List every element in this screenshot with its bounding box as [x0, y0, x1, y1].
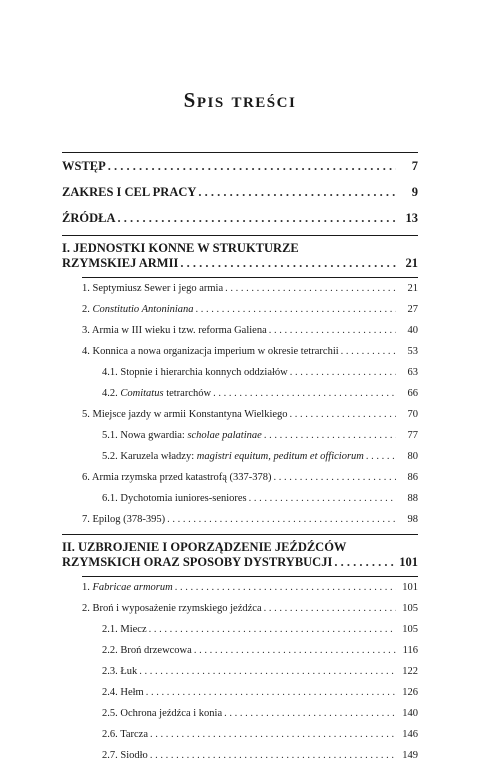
- section-number: 2.4.: [102, 687, 121, 698]
- chapter1-page-number: 21: [405, 256, 418, 270]
- toc-section-entry[interactable]: [62, 577, 418, 598]
- toc-page-number: 146: [402, 729, 418, 740]
- chapter1-title-line2: RZYMSKIEJ ARMII: [62, 256, 179, 270]
- leader-dots: [264, 425, 396, 446]
- section-number: 6.: [82, 472, 92, 483]
- section-text: Septymiusz Sewer i jego armia: [92, 283, 224, 294]
- leader-dots: [290, 362, 396, 383]
- toc-entry-title: [102, 640, 192, 661]
- chapter2-title-line1: II. UZBROJENIE I OPORZĄDZENIE JEŹDŹCÓW: [62, 540, 347, 554]
- toc-subsection-entry[interactable]: [62, 703, 418, 724]
- toc-page-number: 88: [407, 493, 418, 504]
- section-number: 2.1.: [102, 624, 121, 635]
- toc-page-number: 63: [407, 367, 418, 378]
- toc-entry-title: [102, 745, 148, 766]
- toc-page-number: 66: [407, 388, 418, 399]
- toc-entry-title: [82, 278, 223, 299]
- toc-page-number: 86: [407, 472, 418, 483]
- section-number: 5.: [82, 409, 93, 420]
- toc-entry-title: [82, 598, 262, 619]
- section-number: 4.1.: [102, 367, 121, 378]
- section-text: Broń i wyposażenie rzymskiego jeźdźca: [92, 603, 262, 614]
- section-text: Broń drzewcowa: [120, 645, 192, 656]
- toc-subsection-entry[interactable]: [62, 362, 418, 383]
- toc-page-number: 53: [407, 346, 418, 357]
- leader-dots: [117, 205, 396, 231]
- toc-page-number: 7: [411, 159, 418, 173]
- leader-dots: [167, 509, 396, 530]
- leader-dots: [180, 255, 396, 271]
- section-number: 3.: [82, 325, 92, 336]
- section-italic-text: Constitutio Antoniniana: [92, 304, 194, 315]
- toc-entry[interactable]: [62, 205, 418, 231]
- chapter2-title-line2: RZYMSKICH ORAZ SPOSOBY DYSTRYBUCJI: [62, 555, 333, 569]
- leader-dots: [249, 488, 396, 509]
- toc-page-number: 105: [402, 603, 418, 614]
- section-text: Miecz: [120, 624, 147, 635]
- section-number: 1.: [82, 283, 93, 294]
- toc-entry-title: [102, 362, 288, 383]
- section-number: 2.2.: [102, 645, 121, 656]
- toc-section-entry[interactable]: [62, 467, 418, 488]
- chapter1-heading[interactable]: [62, 236, 418, 271]
- section-italic-text: magistri equitum, peditum et officiorum: [196, 451, 364, 462]
- section-text: Hełm: [120, 687, 144, 698]
- leader-dots: [274, 467, 396, 488]
- chapter1-entries: [62, 278, 418, 530]
- toc-page-number: 98: [407, 514, 418, 525]
- chapter1-title-line1: I. JEDNOSTKI KONNE W STRUKTURZE: [62, 241, 299, 255]
- toc-entry-title: [102, 661, 137, 682]
- toc-page-number: 13: [405, 211, 418, 225]
- toc-entry[interactable]: [62, 179, 418, 205]
- section-text: Epilog (378-395): [92, 514, 166, 525]
- toc-entry-title: [102, 446, 364, 467]
- toc-section-entry[interactable]: [62, 404, 418, 425]
- toc-page-number: 105: [402, 624, 418, 635]
- toc-entry-title: [102, 724, 148, 745]
- leader-dots: [334, 554, 396, 570]
- section-number: 4.: [82, 346, 93, 357]
- toc-section-entry[interactable]: [62, 299, 418, 320]
- section-text-after: tetrarchów: [163, 388, 212, 399]
- toc-entry-title: [82, 577, 173, 598]
- section-text: Łuk: [120, 666, 138, 677]
- toc-subsection-entry[interactable]: [62, 383, 418, 404]
- toc-subsection-entry[interactable]: [62, 682, 418, 703]
- leader-dots: [194, 640, 396, 661]
- toc-entry-title: [102, 488, 247, 509]
- section-text: Konnica a nowa organizacja imperium w okresie tetrarchii: [92, 346, 339, 357]
- section-number: 7.: [82, 514, 93, 525]
- toc-entry-title: [102, 703, 222, 724]
- leader-dots: [149, 619, 396, 640]
- toc-entry-title: [102, 619, 147, 640]
- section-number: 4.2.: [102, 388, 121, 399]
- toc-page-number: 126: [402, 687, 418, 698]
- section-text: Armia w III wieku i tzw. reforma Galiena: [91, 325, 267, 336]
- toc-section-entry[interactable]: [62, 598, 418, 619]
- section-number: 2.7.: [102, 750, 121, 761]
- section-number: 2.5.: [102, 708, 121, 719]
- leader-dots: [108, 153, 396, 179]
- leader-dots: [175, 577, 396, 598]
- toc-page-number: 77: [407, 430, 418, 441]
- section-italic-text: Fabricae armorum: [92, 582, 173, 593]
- leader-dots: [213, 383, 396, 404]
- table-of-contents: [62, 152, 418, 766]
- toc-page-number: 101: [402, 582, 418, 593]
- section-text: Siodło: [120, 750, 148, 761]
- section-text: Armia rzymska przed katastrofą (337-378): [91, 472, 272, 483]
- toc-page-number: 9: [411, 185, 418, 199]
- toc-subsection-entry[interactable]: [62, 425, 418, 446]
- toc-entry-title: [82, 299, 194, 320]
- section-number: 2.: [82, 304, 93, 315]
- toc-entry-title: [102, 425, 262, 446]
- toc-section-entry[interactable]: [62, 278, 418, 299]
- page-title: Spis treści: [183, 88, 297, 112]
- toc-page-number: 140: [402, 708, 418, 719]
- section-number: 6.1.: [102, 493, 121, 504]
- toc-entry-title: ZAKRES I CEL PRACY: [62, 185, 197, 199]
- toc-subsection-entry[interactable]: [62, 724, 418, 745]
- leader-dots: [196, 299, 396, 320]
- section-number: 2.3.: [102, 666, 121, 677]
- intro-list: [62, 153, 418, 231]
- toc-subsection-entry[interactable]: [62, 745, 418, 766]
- toc-page-number: 122: [402, 666, 418, 677]
- leader-dots: [366, 446, 396, 467]
- toc-subsection-entry[interactable]: [62, 446, 418, 467]
- toc-subsection-entry[interactable]: [62, 488, 418, 509]
- section-number: 2.: [82, 603, 93, 614]
- toc-page-number: 80: [407, 451, 418, 462]
- section-text: Karuzela władzy:: [120, 451, 197, 462]
- toc-subsection-entry[interactable]: [62, 619, 418, 640]
- section-number: 2.6.: [102, 729, 121, 740]
- toc-page-number: 149: [402, 750, 418, 761]
- section-number: 1.: [82, 582, 93, 593]
- leader-dots: [150, 745, 396, 766]
- section-text: Ochrona jeźdźca i konia: [120, 708, 223, 719]
- leader-dots: [225, 278, 396, 299]
- section-italic-text: scholae palatinae: [187, 430, 262, 441]
- toc-page-number: 70: [407, 409, 418, 420]
- toc-entry-title: [102, 383, 211, 404]
- toc-entry-title: [82, 467, 272, 488]
- section-number: 5.1.: [102, 430, 121, 441]
- chapter2-heading[interactable]: [62, 535, 418, 570]
- leader-dots: [341, 341, 396, 362]
- toc-entry-title: [82, 404, 288, 425]
- chapter2-page-number: 101: [399, 555, 418, 569]
- toc-entry-title: [82, 509, 165, 530]
- leader-dots: [139, 661, 396, 682]
- toc-section-entry[interactable]: [62, 509, 418, 530]
- toc-subsection-entry[interactable]: [62, 640, 418, 661]
- toc-entry-title: WSTĘP: [62, 159, 106, 173]
- toc-page-number: 21: [407, 283, 418, 294]
- section-text: Tarcza: [120, 729, 149, 740]
- leader-dots: [264, 598, 396, 619]
- leader-dots: [224, 703, 396, 724]
- toc-entry-title: [82, 341, 339, 362]
- section-number: 5.2.: [102, 451, 121, 462]
- toc-page-number: 40: [407, 325, 418, 336]
- section-text: Miejsce jazdy w armii Konstantyna Wielkiego: [92, 409, 288, 420]
- toc-entry-title: [102, 682, 144, 703]
- section-italic-text: Comitatus: [120, 388, 164, 399]
- leader-dots: [269, 320, 396, 341]
- toc-section-entry[interactable]: [62, 341, 418, 362]
- toc-section-entry[interactable]: [62, 320, 418, 341]
- leader-dots: [146, 682, 396, 703]
- toc-entry-title: [82, 320, 267, 341]
- leader-dots: [290, 404, 396, 425]
- toc-entry[interactable]: [62, 153, 418, 179]
- toc-entry-title: ŹRÓDŁA: [62, 211, 116, 225]
- toc-page-number: 27: [407, 304, 418, 315]
- leader-dots: [198, 179, 396, 205]
- toc-subsection-entry[interactable]: [62, 661, 418, 682]
- section-text: Dychotomia iuniores-seniores: [120, 493, 247, 504]
- chapter2-entries: [62, 577, 418, 766]
- toc-page-number: 116: [402, 645, 418, 656]
- leader-dots: [150, 724, 396, 745]
- section-text: Stopnie i hierarchia konnych oddziałów: [120, 367, 288, 378]
- section-text: Nowa gwardia:: [120, 430, 188, 441]
